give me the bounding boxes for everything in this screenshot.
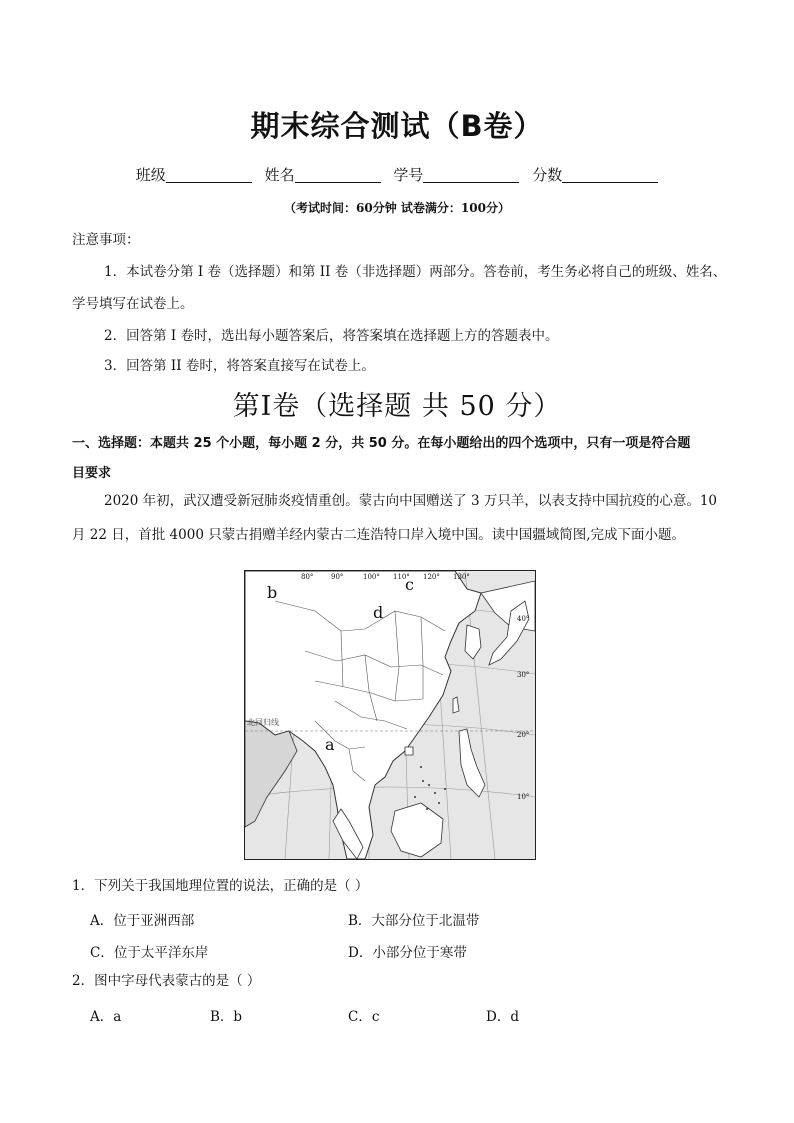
q1-option-d[interactable]: D．小部分位于寒带 bbox=[348, 945, 467, 961]
lat-label: 30° bbox=[517, 671, 530, 679]
lon-label: 130° bbox=[453, 573, 470, 581]
lon-label: 90° bbox=[331, 573, 344, 581]
passage-line-2: 月 22 日，首批 4000 只蒙古捐赠羊经内蒙古二连浩特口岸入境中国。读中国疆域简图,完成下面小题。 bbox=[72, 527, 685, 543]
lon-label: 110° bbox=[393, 573, 410, 581]
note-item-2: 2．回答第 I 卷时，选出每小题答案后，将答案填在选择题上方的答题表中。 bbox=[104, 328, 559, 344]
map-letter-d: d bbox=[373, 603, 384, 622]
id-label: 学号 bbox=[393, 166, 424, 184]
lon-label: 120° bbox=[423, 573, 440, 581]
map-letter-b: b bbox=[267, 583, 278, 602]
notes-heading: 注意事项： bbox=[72, 232, 140, 248]
class-blank[interactable] bbox=[166, 167, 252, 183]
question-1-stem: 1．下列关于我国地理位置的说法，正确的是（ ） bbox=[72, 878, 369, 894]
lat-label: 20° bbox=[517, 731, 530, 739]
lat-label: 40° bbox=[517, 615, 530, 623]
lon-label: 80° bbox=[301, 573, 314, 581]
q2-option-d[interactable]: D．d bbox=[486, 1009, 519, 1025]
score-blank[interactable] bbox=[562, 167, 658, 183]
map-letter-c: c bbox=[405, 575, 414, 594]
q2-option-c[interactable]: C．c bbox=[348, 1009, 380, 1025]
map-svg bbox=[245, 571, 535, 859]
map-letter-a: a bbox=[325, 735, 335, 754]
passage-line-1: 2020 年初，武汉遭受新冠肺炎疫情重创。蒙古向中国赠送了 3 万只羊，以表支持中国抗疫的心意。10 bbox=[104, 493, 717, 509]
class-label: 班级 bbox=[135, 166, 166, 184]
note-item-1: 1．本试卷分第 I 卷（选择题）和第 II 卷（非选择题）两部分。答卷前，考生务必将自己的班级、姓名、 bbox=[104, 264, 727, 280]
lat-label: 10° bbox=[517, 793, 530, 801]
name-blank[interactable] bbox=[295, 167, 381, 183]
question-2-stem: 2．图中字母代表蒙古的是（ ） bbox=[72, 973, 261, 989]
section-title: 第I卷（选择题 共 50 分） bbox=[232, 391, 562, 422]
q2-option-a[interactable]: A．a bbox=[90, 1009, 122, 1025]
page-title: 期末综合测试（B卷） bbox=[250, 109, 544, 143]
q2-option-b[interactable]: B．b bbox=[210, 1009, 243, 1025]
lon-label: 100° bbox=[363, 573, 380, 581]
student-info-row bbox=[0, 164, 794, 185]
score-label: 分数 bbox=[532, 166, 563, 184]
note-item-3: 3．回答第 II 卷时，将答案直接写在试卷上。 bbox=[104, 358, 375, 374]
q1-option-a[interactable]: A．位于亚洲西部 bbox=[90, 913, 195, 929]
id-blank[interactable] bbox=[423, 167, 519, 183]
instructions-line-1: 一、选择题：本题共 25 个小题，每小题 2 分，共 50 分。在每小题给出的四个选项中，只有一项是符合题 bbox=[72, 436, 691, 451]
q1-option-b[interactable]: B．大部分位于北温带 bbox=[348, 913, 480, 929]
tropic-label: 北回归线 bbox=[247, 718, 279, 727]
q1-option-c[interactable]: C．位于太平洋东岸 bbox=[90, 945, 209, 961]
note-item-1-cont: 学号填写在试卷上。 bbox=[72, 296, 194, 312]
hainan-island bbox=[405, 747, 413, 755]
name-label: 姓名 bbox=[264, 166, 295, 184]
china-territory-map bbox=[244, 570, 536, 860]
instructions-line-2: 目要求 bbox=[72, 466, 112, 481]
exam-meta: （考试时间：60分钟 试卷满分：100分） bbox=[284, 201, 510, 215]
